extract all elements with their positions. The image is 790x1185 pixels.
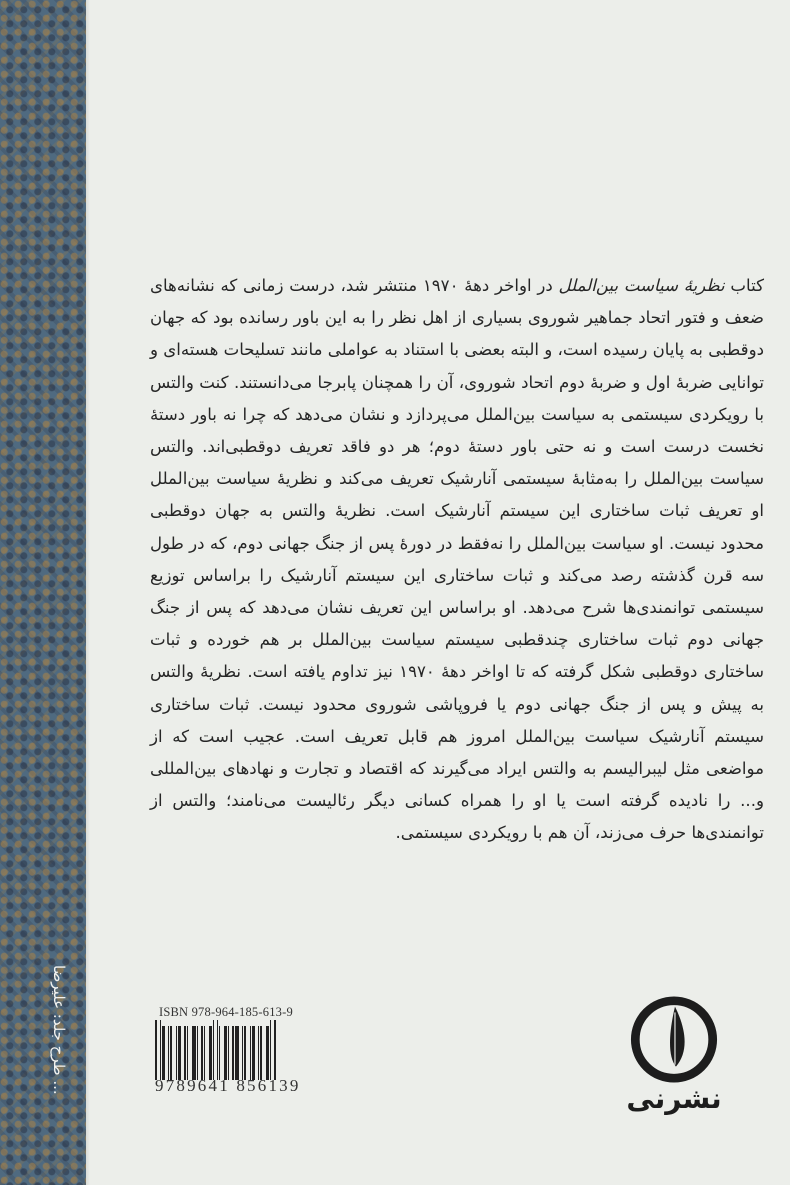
book-spine bbox=[0, 0, 86, 1185]
cover-design-credit: طرح جلد: علیرضا ... bbox=[50, 965, 68, 1095]
blurb-body: در اواخر دههٔ ۱۹۷۰ منتشر شد، درست زمانی که نشانه‌های ضعف و فتور اتحاد جماهیر شوروی بسیاری از اهل نظر را به این باور رسانده بود که جهان دوقطبی به پایان رسیده است، و البته بعضی با استناد به عواملی مانند تسلیحات هسته‌ای و توانایی ضربهٔ اول و ضربهٔ دوم اتحاد شوروی، آن را همچنان پابرجا می‌دانستند. کنت والتس با رویکردی سیستمی به سیاست بین‌الملل می‌پردازد و نشان می‌دهد که چرا نه باور دستهٔ نخست درست است و نه حتی باور دستهٔ دوم؛ هر دو فاقد تعریف دوقطبی‌اند. والتس سیاست بین‌الملل را به‌مثابهٔ سیستمی آنارشیک تعریف می‌کند و نظریهٔ سیاست بین‌الملل او تعریف ثبات ساختاری این سیستم آنارشیک است. نظریهٔ والتس به جهان دوقطبی محدود نیست. او سیاست بین‌الملل را نه‌فقط در دورهٔ پس از جنگ جهانی دوم، که در طول سه قرن گذشته رصد می‌کند و ثبات ساختاری این سیستم آنارشیک را براساس توزیع سیستمی توانمندی‌ها شرح می‌دهد. او براساس این تعریف نشان می‌دهد که پس از جنگ جهانی دوم ثبات ساختاری چندقطبی سیستم سیاست بین‌الملل بر هم خورده و ثبات ساختاری دوقطبی شکل گرفته که تا اواخر دههٔ ۱۹۷۰ نیز تداوم یافته است. نظریهٔ والتس به پیش و پس از جنگ جهانی دوم یا فروپاشی شوروی محدود نیست. ثبات ساختاری سیستم آنارشیک سیاست بین‌الملل امروز هم قابل تعریف است. عجیب است که از مواضعی مثل لیبرالیسم به والتس ایراد می‌گیرند که اقتصاد و تجارت و نهادهای بین‌المللی و... را نادیده گرفته است یا او را همراه کسانی دیگر رئالیست می‌نامند؛ والتس از توانمندی‌ها حرف می‌زند، آن هم با رویکردی سیستمی. bbox=[149, 276, 764, 843]
back-cover-blurb bbox=[150, 270, 764, 850]
spine-fold-edge bbox=[86, 0, 90, 1185]
barcode-icon bbox=[155, 1022, 325, 1080]
book-title: نظریهٔ سیاست بین‌الملل bbox=[558, 276, 725, 295]
isbn-block bbox=[155, 1005, 325, 1096]
publisher-name: نشرنی bbox=[626, 1082, 722, 1115]
publisher-logo bbox=[624, 995, 724, 1115]
isbn-label: ISBN 978-964-185-613-9 bbox=[159, 1005, 293, 1019]
reed-leaf-in-circle-icon bbox=[628, 995, 720, 1084]
barcode-digits: 9789641 856139 bbox=[155, 1076, 301, 1095]
blurb-paragraph bbox=[150, 270, 764, 850]
blurb-lead-word: کتاب bbox=[730, 276, 765, 295]
